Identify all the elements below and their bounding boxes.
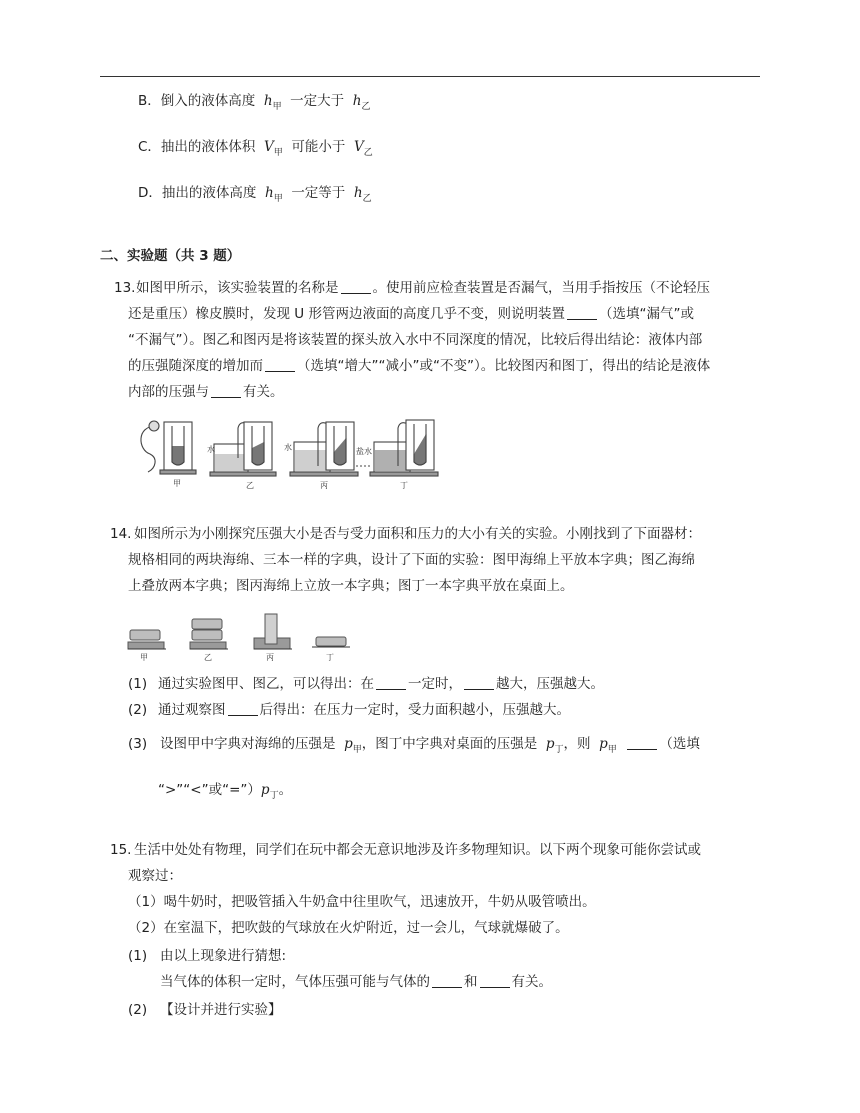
q14-line1: 如图所示为小刚探究压强大小是否与受力面积和压力的大小有关的实验。小刚找到了下面器材：: [134, 526, 701, 542]
q15-line4: （2）在室温下，把吹鼓的气球放在火炉附近，过一会儿，气球就爆破了。: [128, 920, 569, 936]
q13-blank2[interactable]: [567, 305, 597, 320]
q15-number: 15.: [110, 842, 132, 858]
q13-line5: 内部的压强与 有关。: [128, 384, 284, 400]
q14-label-yi: 乙: [204, 653, 212, 662]
q14-label-bing: 丙: [266, 653, 274, 662]
q15-s2-text: 【设计并进行实验】: [160, 1002, 282, 1018]
q13-label-bing: 丙: [320, 481, 328, 490]
q14-s1-number: (1): [128, 676, 148, 692]
q13-blank1[interactable]: [341, 279, 371, 294]
q14-s2-number: (2): [128, 702, 148, 718]
q13-blank4[interactable]: [211, 383, 241, 398]
option-b: B．倒入的液体高度 $h_甲$ 一定大于 $h_乙$: [138, 93, 371, 112]
q13-label-salt: 盐水: [356, 447, 372, 456]
q15-s1-text: 由以上现象进行猜想:: [160, 948, 287, 964]
q14-s3-line2: “>”“<”或“$=”)p_丁$。: [158, 782, 293, 801]
q13-line2: 还是重压）橡皮膜时，发现 U 形管两边液面的高度几乎不变，则说明装置 （选填“漏气”或: [128, 306, 694, 322]
q14-label-ding: 丁: [326, 653, 334, 662]
q14-s1-blank2[interactable]: [464, 675, 494, 690]
q14-s1-blank1[interactable]: [376, 675, 406, 690]
q15-line2: 观察过：: [128, 868, 182, 884]
q13-blank3[interactable]: [265, 357, 295, 372]
q15-s2-number: (2): [128, 1002, 148, 1018]
q13-label-water2: 水: [284, 443, 292, 452]
q15-line1: 生活中处处有物理，同学们在玩中都会无意识地涉及许多物理知识。以下两个现象可能你尝试或: [134, 842, 701, 858]
q13-line1: 如图甲所示，该实验装置的名称是 。使用前应检查装置是否漏气，当用手指按压（不论轻压: [136, 280, 710, 296]
q13-figure: [128, 412, 440, 490]
q14-label-jia: 甲: [140, 653, 148, 662]
q14-s1-text: 通过实验图甲、图乙，可以得出：在 一定时， 越大，压强越大。: [158, 676, 604, 692]
q14-figure: [124, 612, 364, 664]
q13-label-ding: 丁: [400, 481, 408, 490]
q15-s1-number: (1): [128, 948, 148, 964]
q14-s2-text: 通过观察图 后得出：在压力一定时，受力面积越小，压强越大。: [158, 702, 570, 718]
q13-label-yi: 乙: [246, 481, 254, 490]
q13-label-jia: 甲: [173, 479, 181, 488]
q14-s3-blank1[interactable]: [627, 735, 657, 750]
q13-label-water1: 水: [207, 445, 215, 454]
q14-s2-blank1[interactable]: [228, 701, 258, 716]
section-title: 二、实验题（共 3 题）: [100, 248, 241, 264]
q14-s3-number: (3): [128, 736, 148, 752]
q14-line2: 规格相同的两块海绵、三本一样的字典，设计了下面的实验：图甲海绵上平放本字典；图乙海绵: [128, 552, 695, 568]
q15-line3: （1）喝牛奶时，把吸管插入牛奶盒中往里吹气，迅速放开，牛奶从吸管喷出。: [128, 894, 596, 910]
q15-s1-blank1[interactable]: [432, 973, 462, 988]
q15-s1-blank2[interactable]: [480, 973, 510, 988]
q15-s1-line2: 当气体的体积一定时，气体压强可能与气体的 和 有关。: [160, 974, 552, 990]
q14-number: 14.: [110, 526, 132, 542]
q13-line3: “不漏气”）。图乙和图丙是将该装置的探头放入水中不同深度的情况，比较后得出结论：液体内部: [128, 332, 703, 348]
option-c: C．抽出的液体体积 $V_甲$ 可能小于 $V_乙$: [138, 139, 373, 158]
q13-line4: 的压强随深度的增加而 （选填“增大”“减小”或“不变”）。比较图丙和图丁，得出的结论是液体: [128, 358, 711, 374]
q14-s3-text: 设图甲中字典对海绵的压强是 $p_甲$，图丁中字典对桌面的压强是 $p_丁$，则 $p_甲$ （选填: [160, 736, 700, 755]
q14-line3: 上叠放两本字典；图丙海绵上立放一本字典；图丁一本字典平放在桌面上。: [128, 578, 574, 594]
top-rule: [100, 76, 760, 77]
option-d: D．抽出的液体高度 $h_甲$ 一定等于 $h_乙$: [138, 185, 372, 204]
q13-number: 13.: [114, 280, 136, 296]
